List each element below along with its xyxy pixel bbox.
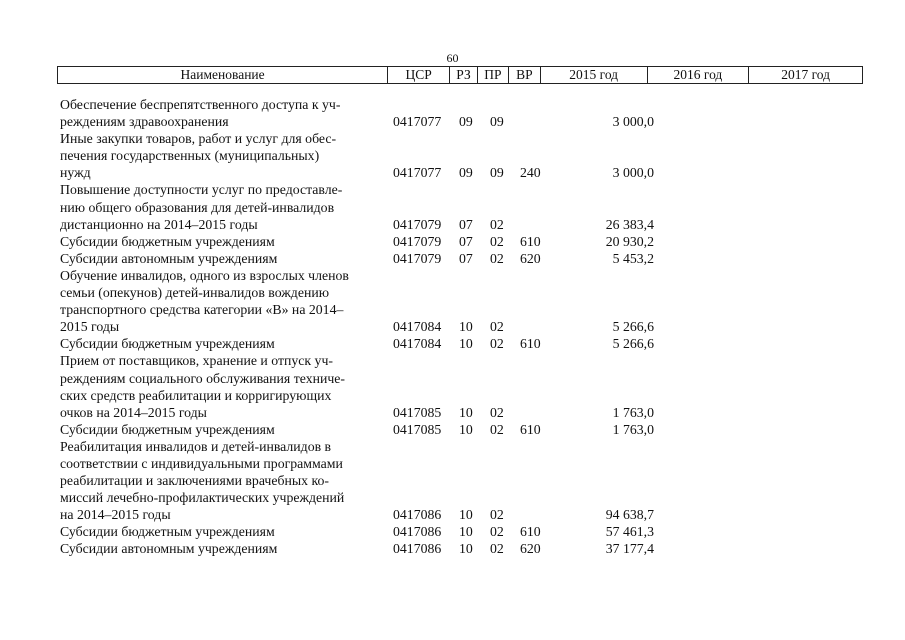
row-2015: 1 763,0 [612,404,654,420]
row-csr: 0417086 [393,541,442,557]
table-row [0,335,905,352]
row-csr: 0417079 [393,250,442,266]
table-row [0,181,905,232]
row-vr: 620 [520,541,541,557]
header-pr: ПР [478,67,509,83]
row-csr: 0417085 [393,404,442,420]
row-name-line: Обучение инвалидов, одного из взрослых членов [60,267,349,283]
table-body [0,96,905,558]
row-name-line: ских средств реабилитации и корригирующих [60,387,332,403]
row-2015: 94 638,7 [605,507,654,523]
row-name-line: дистанционно на 2014–2015 годы [60,216,258,232]
row-name-line: Субсидии бюджетным учреждениям [60,421,275,437]
row-rz: 10 [459,319,473,335]
row-2015: 5 453,2 [612,250,654,266]
header-name: Наименование [58,67,388,83]
row-name-line: 2015 годы [60,319,120,335]
row-pr: 02 [490,233,504,249]
row-2015: 26 383,4 [605,216,654,232]
row-rz: 07 [459,233,473,249]
table-row [0,130,905,181]
row-csr: 0417077 [393,114,442,130]
row-name-line: реждениям социального обслуживания техниче- [60,370,346,386]
row-vr: 610 [520,233,541,249]
row-csr: 0417079 [393,233,442,249]
row-pr: 02 [490,524,504,540]
row-2015: 3 000,0 [612,165,654,181]
row-name-line: реабилитации и заключениями врачебных ко- [60,473,329,489]
row-pr: 09 [490,114,504,130]
row-name-line: Субсидии автономным учреждениям [60,541,278,557]
row-rz: 10 [459,524,473,540]
row-pr: 02 [490,421,504,437]
header-2017: 2017 год [781,67,831,82]
row-vr: 620 [520,250,541,266]
row-name-line: соответствии с индивидуальными программами [60,455,343,471]
row-name-line: Реабилитация инвалидов и детей-инвалидов в [60,438,332,454]
row-name-line: Обеспечение беспрепятственного доступа к уч- [60,97,341,112]
row-2015: 1 763,0 [612,421,654,437]
row-name-line: Повышение доступности услуг по предоставле- [60,182,343,198]
row-vr: 610 [520,421,541,437]
row-pr: 09 [490,165,504,181]
row-vr: 240 [520,165,541,181]
row-name-line: очков на 2014–2015 годы [60,404,207,420]
row-name-line: транспортного средства категории «В» на 2014– [60,302,344,318]
row-name-line: Субсидии бюджетным учреждениям [60,336,275,352]
row-csr: 0417085 [393,421,442,437]
row-pr: 02 [490,250,504,266]
table-row [0,352,905,420]
table-row [0,233,905,250]
row-rz: 07 [459,250,473,266]
row-2015: 37 177,4 [605,541,654,557]
row-name-line: нужд [60,165,91,181]
table-row [0,540,905,557]
row-name-line: миссий лечебно-профилактических учреждений [60,490,345,506]
row-name-line: Иные закупки товаров, работ и услуг для обес- [60,131,337,147]
row-name-line: семьи (опекунов) детей-инвалидов вождению [60,285,330,301]
row-rz: 10 [459,421,473,437]
row-rz: 10 [459,541,473,557]
row-2015: 5 266,6 [612,336,654,352]
row-name-line: на 2014–2015 годы [60,507,171,523]
row-name-line: Субсидии бюджетным учреждениям [60,524,275,540]
row-rz: 07 [459,216,473,232]
row-name-line: нию общего образования для детей-инвалидов [60,199,335,215]
row-pr: 02 [490,541,504,557]
row-name-line: Прием от поставщиков, хранение и отпуск уч- [60,353,333,369]
table-row [0,523,905,540]
row-2015: 3 000,0 [612,114,654,130]
row-rz: 09 [459,165,473,181]
row-csr: 0417084 [393,336,442,352]
table-row [0,267,905,335]
table-row [0,438,905,523]
header-vr: ВР [509,67,541,83]
header-2016: 2016 год [648,67,750,83]
row-rz: 09 [459,114,473,130]
row-vr: 610 [520,524,541,540]
row-csr: 0417086 [393,524,442,540]
row-rz: 10 [459,404,473,420]
row-2015: 20 930,2 [605,233,654,249]
row-rz: 10 [459,507,473,523]
header-csr: ЦСР [388,67,450,83]
row-rz: 10 [459,336,473,352]
row-2015: 5 266,6 [612,319,654,335]
row-name-line: печения государственных (муниципальных) [60,148,320,164]
row-csr: 0417077 [393,165,442,181]
table-row [0,421,905,438]
row-pr: 02 [490,507,504,523]
table-row [0,96,905,130]
row-pr: 02 [490,216,504,232]
row-name-line: Субсидии автономным учреждениям [60,250,278,266]
page-number: 60 [446,51,459,65]
table-header [57,66,863,84]
row-pr: 02 [490,319,504,335]
row-vr: 610 [520,336,541,352]
header-2015: 2015 год [541,67,648,83]
row-pr: 02 [490,404,504,420]
row-name-line: Субсидии бюджетным учреждениям [60,233,275,249]
row-pr: 02 [490,336,504,352]
row-2015: 57 461,3 [605,524,654,540]
table-row [0,250,905,267]
row-csr: 0417086 [393,507,442,523]
row-name-line: реждениям здравоохранения [60,114,229,130]
header-rz: РЗ [450,67,478,83]
row-csr: 0417084 [393,319,442,335]
row-csr: 0417079 [393,216,442,232]
